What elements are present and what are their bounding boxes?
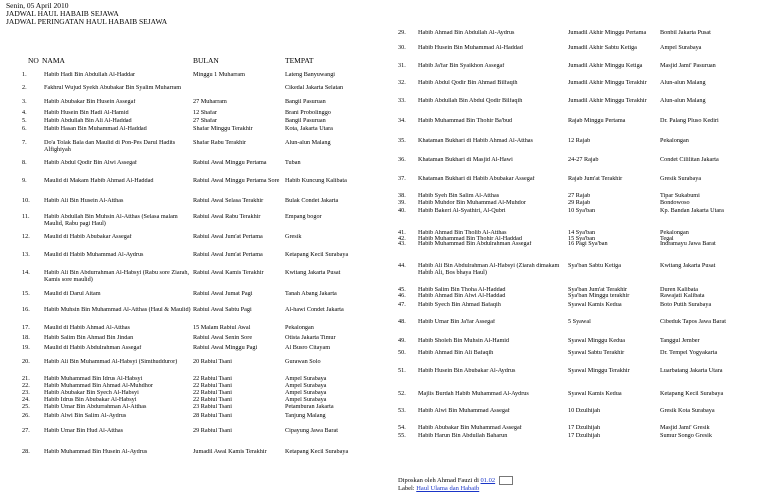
row-number: 51. <box>398 368 406 374</box>
row-number: 42. <box>398 236 406 242</box>
row-name: Do'a Tolak Bala dan Maulid di Pon-Pes Darul Hadits Alfighiyah <box>44 140 176 153</box>
row-month: Rabiul Awal Minggu Pagi <box>193 345 258 351</box>
row-month: Rabiul Awal Minggu Pertama <box>193 160 267 166</box>
row-month: Syawal Sabtu Terakhir <box>568 350 625 356</box>
row-number: 52. <box>398 391 406 397</box>
row-month: Syawal Minggu Terakhir <box>568 368 630 374</box>
row-number: 2. <box>22 85 27 91</box>
row-place: Tanjung Malang <box>285 413 326 419</box>
row-month: 10 Dzulhijah <box>568 408 601 414</box>
row-number: 10. <box>22 198 30 204</box>
row-number: 30. <box>398 45 406 51</box>
row-name: Habib Idrus Bin Abubakar Al-Habsyi <box>44 397 137 403</box>
row-month: 12 Shafar <box>193 110 217 116</box>
row-month: Rajab Minggu Pertama <box>568 118 626 124</box>
label-prefix: Label: <box>398 485 415 492</box>
column-header-no: NO <box>28 56 39 65</box>
row-number: 15. <box>22 291 30 297</box>
row-month: 28 Rabiul Tsani <box>193 413 232 419</box>
row-month: Rabiul Awal Jum'at Pertama <box>193 234 263 240</box>
row-place: Ampel Surabaya <box>285 397 327 403</box>
row-name: Habib Ahmad Bin Alwi Al-Haddad <box>418 293 506 299</box>
row-place: Ketapang Kecil Surabaya <box>285 449 349 455</box>
row-number: 49. <box>398 338 406 344</box>
row-number: 28. <box>22 449 30 455</box>
row-place: Luarbatang Jakarta Utara <box>660 368 723 374</box>
row-month: Jumadil Akhir Minggu Terakhir <box>568 80 647 86</box>
row-month: Rabiul Awal Kamis Terakhir <box>193 270 264 276</box>
row-month: Sya'ban Minggu terakhir <box>568 293 630 299</box>
row-name: Maulid di Habib Abubakar Assegaf <box>44 234 132 240</box>
row-name: Habib Syech Bin Ahmad Bafaqih <box>418 302 501 308</box>
row-number: 32. <box>398 80 406 86</box>
row-place: Pekalongan <box>660 230 689 236</box>
row-place: Alun-alun Malang <box>660 80 706 86</box>
row-number: 18. <box>22 335 30 341</box>
row-place: Gresik <box>285 234 302 240</box>
row-name: Maulid di Darul Aitam <box>44 291 101 297</box>
row-month: 15 Sya'ban <box>568 236 596 242</box>
row-month: Shafar Rabu Terakhir <box>193 140 247 146</box>
row-name: Maulid di Habib Abdulrahman Assegaf <box>44 345 142 351</box>
row-place: Condet Cililitan Jakarta <box>660 157 719 163</box>
row-name: Habib Husein Bin Muhammad Al-Haddad <box>418 45 523 51</box>
row-number: 7. <box>22 140 27 146</box>
row-number: 43. <box>398 241 406 247</box>
row-name: Habib Abubakar Bin Husein Assegaf <box>44 99 136 105</box>
row-name: Habib Alwi Bin Salim Al-Aydrus <box>44 413 127 419</box>
row-name: Habib Harun Bin Abdullah Baharun <box>418 433 508 439</box>
row-number: 25. <box>22 404 30 410</box>
row-month: 29 Rajab <box>568 200 591 206</box>
row-name: Habib Abubakar Bin Muhammad Assegaf <box>418 425 522 431</box>
row-number: 39. <box>398 200 406 206</box>
row-number: 41. <box>398 230 406 236</box>
row-name: Habib Umar Bin Abdurrahman Al-Atthas <box>44 404 147 410</box>
row-name: Maulid di Makam Habib Ahmad Al-Haddad <box>44 178 154 184</box>
row-name: Habib Muhammad Bin Thohir Al-Haddad <box>418 236 523 242</box>
row-name: Habib Ahmad Bin Ali Bafaqih <box>418 350 494 356</box>
row-number: 16. <box>22 307 30 313</box>
row-month: 15 Malam Rabiul Awal <box>193 325 251 331</box>
row-place: Bangil Pasuruan <box>285 99 326 105</box>
row-name: Habib Alwi Bin Muhammad Assegaf <box>418 408 510 414</box>
row-place: Petamburan Jakarta <box>285 404 334 410</box>
column-header-nama: NAMA <box>42 56 65 65</box>
row-place: Brani Probolinggo <box>285 110 331 116</box>
row-place: Indramayu Jawa Barat <box>660 241 716 247</box>
row-place: Empang bogor <box>285 214 322 220</box>
row-name: Habib Abdul Qodir Bin Ahmad Bilfaqih <box>418 80 518 86</box>
row-month: Rabiul Awal Jum'at Pertama <box>193 252 263 258</box>
row-month: Sya'ban Jum'at Terakhir <box>568 287 628 293</box>
posted-by-text: Diposkan oleh Ahmad Fauzi di <box>398 476 479 484</box>
row-month: 22 Rabiul Tsani <box>193 390 232 396</box>
label-link[interactable]: Haul Ulama dan Habaib <box>416 485 480 492</box>
row-month: 27 Rajab <box>568 193 591 199</box>
row-place: Lateng Banyuwangi <box>285 72 336 78</box>
row-place: Dr. Palang Pluso Kediri <box>660 118 719 124</box>
row-place: Kwitang Jakarta Pusat <box>285 270 341 276</box>
row-month: 16 Pagi Sya'ban <box>568 241 608 247</box>
row-name: Habib Muhdor Bin Muhammad Al-Muhdor <box>418 200 526 206</box>
row-name: Maulid di Habib Ahmad Al-Atthas <box>44 325 130 331</box>
row-place: Habib Kuncung Kalibata <box>285 178 347 184</box>
row-place: Tipar Sukabumi <box>660 193 700 199</box>
row-place: Cibeduk Tapos Jawa Barat <box>660 319 726 325</box>
row-number: 22. <box>22 383 30 389</box>
row-month: Jumadil Akhir Sabtu Ketiga <box>568 45 637 51</box>
row-number: 54. <box>398 425 406 431</box>
posted-time-link[interactable]: 01.02 <box>480 476 496 484</box>
row-name: Habib Ali Bin Muhammad Al-Habsyi (Simthudduror) <box>44 359 178 365</box>
row-number: 8. <box>22 160 27 166</box>
row-place: Alun-alun Malang <box>285 140 331 146</box>
row-month: 29 Rabiul Tsani <box>193 428 232 434</box>
row-name: Habib Umar Bin Ja'far Assegaf <box>418 319 496 325</box>
row-place: Otista Jakarta Timur <box>285 335 336 341</box>
row-number: 53. <box>398 408 406 414</box>
row-name: Khataman Bukhari di Habib Abubakar Assegaf <box>418 176 535 182</box>
row-place: Cikedal Jakarta Selatan <box>285 85 344 91</box>
row-place: Ampel Surabaya <box>285 383 327 389</box>
row-number: 55. <box>398 433 406 439</box>
row-place: Gurawan Solo <box>285 359 321 365</box>
row-place: Masjid Jami' Pasuruan <box>660 63 716 69</box>
row-name: Habib Salim Bin Ahmad Bin Jindan <box>44 335 134 341</box>
row-place: Tanggul Jember <box>660 338 700 344</box>
row-place: Bangil Pasuruan <box>285 118 326 124</box>
row-name: Habib Muhammad Bin Husein Al-Aydrus <box>44 449 148 455</box>
row-name: Habib Sholeh Bin Muhsin Al-Hamid <box>418 338 510 344</box>
row-name: Habib Abdullah Bin Abdul Qodir Bilfaqih <box>418 98 523 104</box>
row-name: Khataman Bukhari di Habib Ahmad Al-Atthas <box>418 138 533 144</box>
row-number: 17. <box>22 325 30 331</box>
date-text: Senin, 05 April 2010 <box>6 1 69 10</box>
row-place: Pekalongan <box>285 325 314 331</box>
row-month: Minggu 1 Muharram <box>193 72 245 78</box>
row-number: 20. <box>22 359 30 365</box>
column-header-tempat: TEMPAT <box>285 56 314 65</box>
row-month: 22 Rabiul Tsani <box>193 383 232 389</box>
row-month: 10 Sya'ban <box>568 208 596 214</box>
row-number: 26. <box>22 413 30 419</box>
row-name: Habib Ali Bin Abdurrahman Al-Habsyi (Rabu sore Ziarah, Kamis sore maulid) <box>44 270 190 283</box>
column-header-bulan: BULAN <box>193 56 219 65</box>
row-name: Habib Salim Bin Thoha Al-Haddad <box>418 287 506 293</box>
row-month: Jumadil Akhir Minggu Terakhir <box>568 98 647 104</box>
row-name: Habib Abdullah Bin Muhsin Al-Atthas (Selasa malam Maulid, Rabu pagi Haul) <box>44 214 178 227</box>
row-month: 14 Sya'ban <box>568 230 596 236</box>
row-number: 24. <box>22 397 30 403</box>
row-month: 5 Syawal <box>568 319 591 325</box>
row-month: Syawal Kamis Kedua <box>568 391 622 397</box>
row-place: Kp. Bandan Jakarta Utara <box>660 208 724 214</box>
row-place: Ampel Surabaya <box>285 376 327 382</box>
row-place: Dr. Tempel Yogyakarta <box>660 350 718 356</box>
row-name: Habib Husein Bin Hadi Al-Hamid <box>44 110 129 116</box>
row-place: Tuban <box>285 160 301 166</box>
row-number: 37. <box>398 176 406 182</box>
row-name: Maulid di Habib Muhammad Al-Aydrus <box>44 252 144 258</box>
row-name: Habib Muhammad Bin Thohir Ba'bud <box>418 118 513 124</box>
row-number: 11. <box>22 214 30 220</box>
row-number: 23. <box>22 390 30 396</box>
row-name: Habib Husein Bin Abubakar Al-Aydrus <box>418 368 516 374</box>
row-name: Habib Hasan Bin Muhammad Al-Haddad <box>44 126 147 132</box>
page-header <box>6 2 167 27</box>
row-number: 9. <box>22 178 27 184</box>
row-month: 27 Muharram <box>193 99 227 105</box>
row-place: Bulak Condet Jakarta <box>285 198 339 204</box>
row-number: 35. <box>398 138 406 144</box>
row-month: 22 Rabiul Tsani <box>193 397 232 403</box>
row-month: Rajab Jum'at Terakhir <box>568 176 623 182</box>
row-place: Al Busro Citayam <box>285 345 331 351</box>
row-month: Syawal Kamis Kedua <box>568 302 622 308</box>
row-place: Bonbil Jakarta Pusat <box>660 30 711 36</box>
row-place: Bondowoso <box>660 200 690 206</box>
row-place: Kwitang Jakarta Pusat <box>660 263 716 269</box>
row-name: Habib Abubakar Bin Syech Al-Habsyi <box>44 390 139 396</box>
row-month: 23 Rabiul Tsani <box>193 404 232 410</box>
row-name: Habib Ali Bin Abdulrahman Al-Habsyi (Ziarah dimakam Habib Ali, Bos bhaya Haul) <box>418 263 560 276</box>
row-number: 5. <box>22 118 27 124</box>
row-month: Syawal Minggu Kedua <box>568 338 626 344</box>
row-month: 17 Dzulhijah <box>568 425 601 431</box>
row-name: Habib Ahmad Bin Abdullah Al-Aydrus <box>418 30 515 36</box>
row-place: Cipayung Jawa Barat <box>285 428 338 434</box>
row-place: Rawajati Kalibata <box>660 293 705 299</box>
row-number: 46. <box>398 293 406 299</box>
row-month: Rabiul Awal Minggu Pertama Sore <box>193 178 280 184</box>
row-month: Rabiul Awal Rabu Terakhir <box>193 214 261 220</box>
share-box-icon[interactable] <box>499 476 513 485</box>
row-month: 17 Dzulhijah <box>568 433 601 439</box>
row-place: Duren Kalibata <box>660 287 698 293</box>
row-number: 47. <box>398 302 406 308</box>
row-number: 33. <box>398 98 406 104</box>
row-month: 20 Rabiul Tsani <box>193 359 232 365</box>
title-secondary: JADWAL PERINGATAN HAUL HABAIB SEJAWA <box>6 17 168 27</box>
row-month: Rabiul Awal Sabtu Pagi <box>193 307 252 313</box>
row-name: Habib Muhammad Bin Idrus Al-Habsyi <box>44 376 143 382</box>
row-number: 50. <box>398 350 406 356</box>
row-name: Fakhrul Wujud Syekh Abubakar Bin Syalim Muharram <box>44 85 182 91</box>
row-month: Jumadil Akhir Minggu Pertama <box>568 30 647 36</box>
row-name: Habib Syeh Bin Salim Al-Atthas <box>418 193 500 199</box>
row-name: Habib Abdul Qodir Bin Alwi Assegaf <box>44 160 137 166</box>
row-place: Ketapang Kecil Surabaya <box>285 252 349 258</box>
row-name: Habib Ali Bin Husein Al-Atthas <box>44 198 124 204</box>
row-number: 48. <box>398 319 406 325</box>
row-place: Kota, Jakarta Utara <box>285 126 333 132</box>
row-number: 40. <box>398 208 406 214</box>
row-month: Rabiul Awal Senin Sore <box>193 335 253 341</box>
row-number: 21. <box>22 376 30 382</box>
row-name: Khataman Bukhari di Masjid Al-Hawi <box>418 157 513 163</box>
row-month: 12 Rajab <box>568 138 591 144</box>
row-name: Habib Umar Bin Hud Al-Atthas <box>44 428 124 434</box>
row-place: Al-hawi Condet Jakarta <box>285 307 344 313</box>
title-primary: JADWAL HAUL HABAIB SEJAWA <box>6 9 119 19</box>
row-number: 38. <box>398 193 406 199</box>
row-number: 13. <box>22 252 30 258</box>
row-month: Sya'ban Sabtu Ketiga <box>568 263 622 269</box>
row-name: Habib Muhammad Bin Abdulrahman Assegaf <box>418 241 532 247</box>
row-place: Ampel Surabaya <box>660 45 702 51</box>
row-number: 45. <box>398 287 406 293</box>
row-name: Habib Hadi Bin Abdullah Al-Haddar <box>44 72 136 78</box>
row-month: 27 Shafar <box>193 118 217 124</box>
row-name: Habib Abdullah Bin Ali Al-Haddad <box>44 118 132 124</box>
row-place: Sumur Songo Gresik <box>660 433 712 439</box>
row-number: 29. <box>398 30 406 36</box>
row-number: 14. <box>22 270 30 276</box>
row-place: Gresik Surabaya <box>660 176 702 182</box>
row-place: Masjid Jami' Gresik <box>660 425 710 431</box>
row-name: Majlis Burdah Habib Muhammad Al-Aydrus <box>418 391 529 397</box>
row-place: Ketapang Kecil Surabaya <box>660 391 724 397</box>
row-name: Habib Bakeri Al-Syathiri, Al-Qubri <box>418 208 506 214</box>
row-number: 34. <box>398 118 406 124</box>
row-place: Tanah Abang Jakarta <box>285 291 337 297</box>
row-name: Habib Muhammad Bin Ahmad Al-Muhdhor <box>44 383 153 389</box>
row-month: Jumadil Awal Kamis Terakhir <box>193 449 267 455</box>
row-number: 4. <box>22 110 27 116</box>
row-month: 22 Rabiul Tsani <box>193 376 232 382</box>
row-number: 1. <box>22 72 27 78</box>
row-number: 36. <box>398 157 406 163</box>
post-footer <box>398 476 513 493</box>
row-month: Shafar Minggu Terakhir <box>193 126 253 132</box>
row-place: Tegal <box>660 236 674 242</box>
row-name: Habib Ja'far Bin Syaikhon Assegaf <box>418 63 505 69</box>
row-name: Habib Ahmad Bin Tholib Al-Atthas <box>418 230 507 236</box>
row-number: 27. <box>22 428 30 434</box>
row-name: Habib Muhsin Bin Muhammad Al-Atthas (Haul & Maulid) <box>44 307 191 313</box>
row-number: 6. <box>22 126 27 132</box>
row-place: Gresik Kota Surabaya <box>660 408 715 414</box>
row-month: Jumadil Akhir Minggu Ketiga <box>568 63 643 69</box>
row-place: Ampel Surabaya <box>285 390 327 396</box>
row-month: Rabiul Awal Selasa Terakhir <box>193 198 264 204</box>
row-number: 31. <box>398 63 406 69</box>
row-number: 12. <box>22 234 30 240</box>
row-number: 19. <box>22 345 30 351</box>
row-place: Alun-alun Malang <box>660 98 706 104</box>
row-number: 44. <box>398 263 406 269</box>
row-place: Boto Putih Surabaya <box>660 302 712 308</box>
row-month: 24-27 Rajab <box>568 157 599 163</box>
row-place: Pekalongan <box>660 138 689 144</box>
row-month: Rabiul Awal Jumat Pagi <box>193 291 253 297</box>
row-number: 3. <box>22 99 27 105</box>
